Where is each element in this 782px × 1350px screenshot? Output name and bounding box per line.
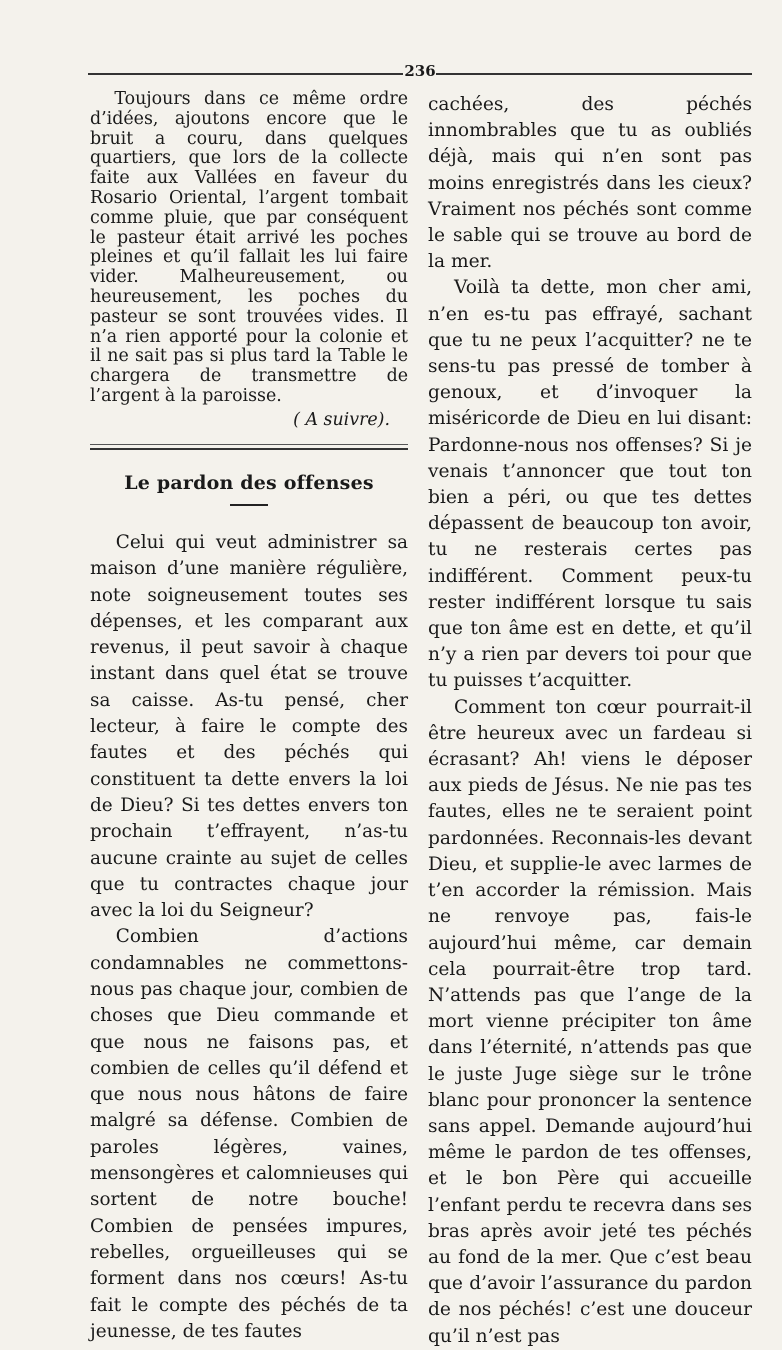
left-column bbox=[90, 90, 408, 1345]
paragraph: Comment ton cœur pourrait-il être heureux avec un fardeau si écrasant? Ah! viens le déposer aux pieds de Jésus. Ne nie pas tes fautes, elles ne te seraient point pardonnées. Reconnais-les devant Dieu, et supplie-le avec larmes de t’en accorder la rémission. Mais ne renvoye pas, fais-le aujourd’hui même, car demain cela pourrait-être trop tard. N’attends pas que l’ange de la mort vienne précipiter ton âme dans l’éternité, n’attends pas que le juste Juge siège sur le trône blanc pour prononcer la sentence sans appel. Demande aujourd’hui même le pardon de tes offenses, et le bon Père qui accueille l’enfant perdu te recevra dans ses bras après avoir jeté tes péchés au fond de la mer. Que c’est beau que d’avoir l’assurance du pardon de nos péchés! c’est une douceur qu’il n’est pas bbox=[428, 696, 752, 1347]
paragraph: Celui qui veut administrer sa maison d’une manière régulière, note soigneusement toutes ses dépenses, et les comparant aux revenus, il peut savoir à chaque instant dans quel état se trouve sa caisse. As-tu pensé, cher lecteur, à faire le compte des fautes et des péchés qui constituent ta dette envers la loi de Dieu? Si tes dettes envers ton prochain t’effrayent, n’as-tu aucune crainte au sujet de celles que tu contractes chaque jour avec la loi du Seigneur? bbox=[90, 531, 408, 922]
section-divider bbox=[90, 444, 408, 445]
page-number: 236 bbox=[404, 62, 436, 80]
article-body-left bbox=[90, 530, 408, 1345]
paragraph: Combien d’actions condamnables ne commettons-nous pas chaque jour, combien de choses que Dieu commande et que nous ne faisons pas, et combien de celles qu’il défend et que nous nous hâtons de faire malgré sa défense. Combien de paroles légères, vaines, mensongères et calomnieuses qui sortent de notre bouche! Combien de pensées impures, rebelles, orgueilleuses qui se forment dans nos cœurs! As-tu fait le compte des péchés de ta jeunesse, de tes fautes bbox=[90, 926, 408, 1342]
header-rule-right bbox=[436, 73, 752, 75]
page-header bbox=[88, 62, 752, 82]
paragraph: Voilà ta dette, mon cher ami, n’en es-tu pas effrayé, sachant que tu ne peux l’acquitter? ne te sens-tu pas pressé de tomber à genoux, et d’invoquer la miséricorde de Dieu en lui disant: Pardonne-nous nos offenses? Si je venais t’annoncer que tout ton bien a péri, ou que tes dettes dépassent de beaucoup ton avoir, tu ne resterais certes pas indifférent. Comment peux-tu rester indifférent lorsque tu sais que ton âme est en dette, et qu’il n’y a rien par devers toi pour que tu puisses t’acquitter. bbox=[428, 277, 752, 692]
article-title: Le pardon des offenses bbox=[124, 472, 374, 495]
header-rule-left bbox=[88, 73, 403, 75]
section-divider-thick bbox=[90, 448, 408, 450]
to-be-continued: ( A suivre). bbox=[293, 409, 390, 430]
right-column bbox=[428, 92, 752, 1350]
title-rule bbox=[230, 504, 268, 506]
paragraph: cachées, des péchés innombrables que tu as oubliés déjà, mais qui n’en sont pas moins enregistrés dans les cieux? Vraiment nos péchés sont comme le sable qui se trouve au bord de la mer. bbox=[428, 94, 752, 273]
continuation-paragraph: Toujours dans ce même ordre d’idées, ajoutons encore que le bruit a couru, dans quelques quartiers, que lors de la collecte faite aux Vallées en faveur du Rosario Oriental, l’argent tombait comme pluie, que par conséquent le pasteur était arrivé les poches pleines et qu’il fallait les lui faire vider. Malheureusement, ou heureusement, les poches du pasteur se sont trouvées vides. Il n’a rien apporté pour la colonie et il ne sait pas si plus tard la Table le chargera de transmettre de l’argent à la paroisse. bbox=[90, 89, 408, 406]
